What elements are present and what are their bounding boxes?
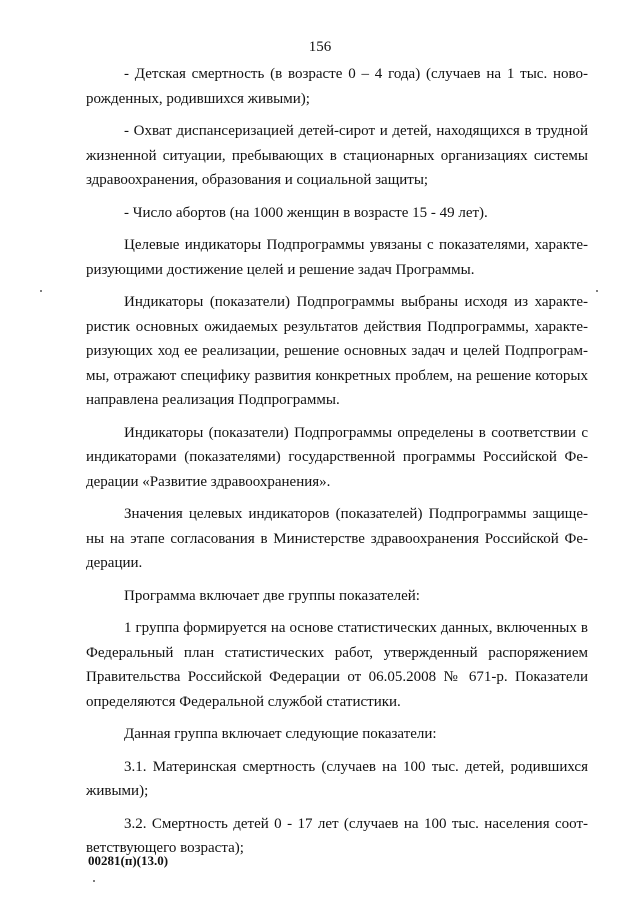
- paragraph-values-protected: [86, 502, 588, 576]
- text-line: - Охват диспансеризацией детей-сирот и детей, находящихся в трудной: [124, 123, 588, 139]
- paragraph-child-mortality: [86, 62, 588, 111]
- text-line: Индикаторы (показатели) Подпрограммы определены в соответствии с: [124, 424, 588, 441]
- text-line: определяются Федеральной службой статистики.: [86, 693, 401, 710]
- text-line: 1 группа формируется на основе статистических данных, включенных в: [124, 620, 588, 636]
- paragraph-indicators-selected: [86, 290, 588, 413]
- text-line: ны на этапе согласования в Министерстве здравоохранения Российской Фе-: [86, 530, 588, 547]
- text-line: ветствующего возраста);: [86, 840, 244, 856]
- text-line: мы, отражают специфику развития конкретных проблем, на решение которых: [86, 367, 588, 384]
- scan-speck: [596, 290, 598, 292]
- text-line: здравоохранения, образования и социальной защиты;: [86, 172, 429, 188]
- text-line: Федеральный план статистических работ, утвержденный распоряжением: [86, 644, 588, 661]
- paragraph-dispensary-coverage: [86, 119, 588, 193]
- text-line: ризующих ход ее реализации, решение основных задач и целей Подпрограм-: [86, 343, 588, 359]
- text-line: Программа включает две группы показателей:: [124, 587, 420, 604]
- paragraph-item-3-1: [86, 755, 588, 804]
- paragraph-two-groups: [86, 584, 588, 609]
- paragraph-group-one: [86, 616, 588, 714]
- text-line: ристик основных ожидаемых результатов действия Подпрограммы, характе-: [86, 318, 588, 335]
- text-line: - Детская смертность (в возрасте 0 – 4 года) (случаев на 1 тыс. ново-: [124, 66, 588, 82]
- text-line: дерации.: [86, 555, 143, 571]
- document-code: 00281(п)(13.0): [88, 853, 169, 868]
- paragraph-group-includes: [86, 722, 588, 747]
- text-line: Правительства Российской Федерации от 06.05.2008 № 671-р. Показатели: [86, 669, 588, 685]
- text-line: ризующими достижение целей и решение задач Программы.: [86, 261, 475, 278]
- text-line: Значения целевых индикаторов (показателей) Подпрограммы защище-: [124, 506, 588, 522]
- scan-speck: [93, 880, 95, 882]
- text-line: жизненной ситуации, пребывающих в стационарных организациях системы: [86, 147, 588, 164]
- paragraph-abortions: [86, 201, 588, 226]
- text-line: рожденных, родившихся живыми);: [86, 90, 310, 107]
- document-body: [86, 62, 588, 869]
- scan-speck: [40, 290, 42, 292]
- text-line: Индикаторы (показатели) Подпрограммы выбраны исходя из характе-: [124, 294, 588, 310]
- text-line: Целевые индикаторы Подпрограммы увязаны с показателями, характе-: [124, 237, 588, 253]
- text-line: - Число абортов (на 1000 женщин в возрасте 15 - 49 лет).: [124, 204, 488, 221]
- text-line: живыми);: [86, 783, 149, 799]
- text-line: Данная группа включает следующие показатели:: [124, 726, 437, 742]
- paragraph-indicators-defined: [86, 421, 588, 495]
- text-line: 3.1. Материнская смертность (случаев на 100 тыс. детей, родившихся: [124, 758, 588, 775]
- text-line: дерации «Развитие здравоохранения».: [86, 473, 331, 490]
- text-line: индикаторами (показателями) государственной программы Российской Фе-: [86, 449, 588, 465]
- paragraph-targets-linked: [86, 233, 588, 282]
- text-line: направлена реализация Подпрограммы.: [86, 392, 340, 408]
- page-number: 156: [308, 39, 332, 55]
- text-line: 3.2. Смертность детей 0 - 17 лет (случаев на 100 тыс. населения соот-: [124, 815, 588, 832]
